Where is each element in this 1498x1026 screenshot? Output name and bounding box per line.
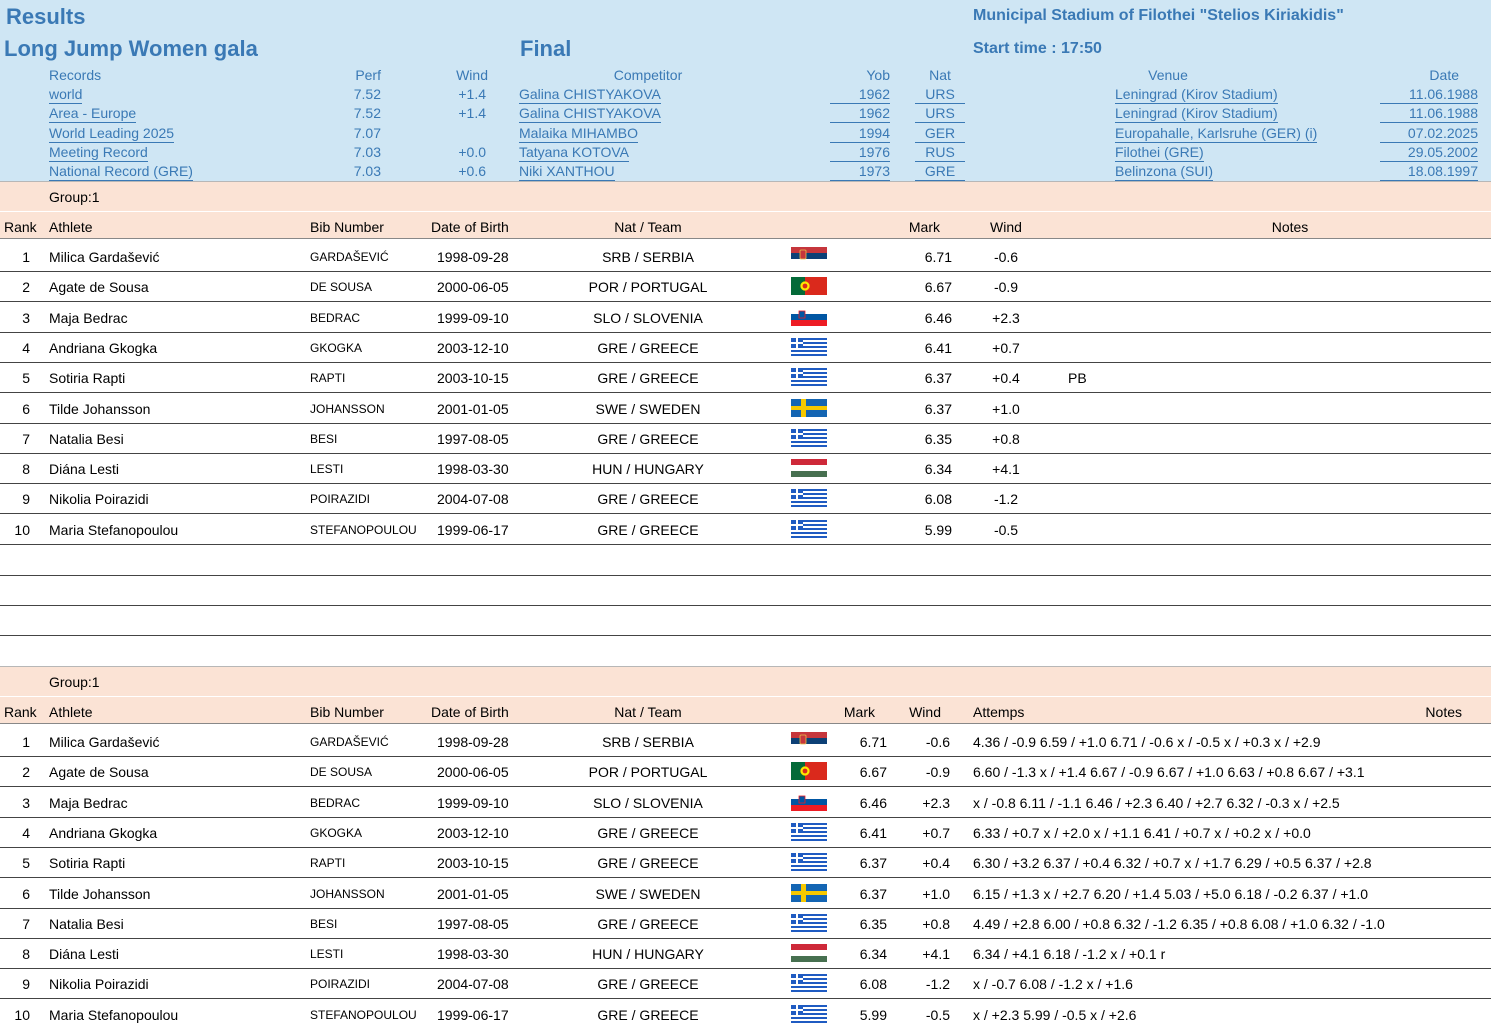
col-attempts: Attemps (973, 704, 1025, 720)
date-of-birth: 1997-08-05 (437, 430, 509, 447)
mark-cell: 6.41 (859, 824, 887, 841)
round-title: Final (520, 36, 572, 61)
flag-gre-icon (791, 914, 827, 932)
table-row (0, 484, 1491, 514)
mark-cell: 6.37 (924, 370, 952, 387)
flag-slo-icon (791, 793, 827, 811)
date-of-birth: 2000-06-05 (437, 764, 509, 781)
bib-number: LESTI (310, 947, 344, 962)
mark-cell: 6.71 (859, 734, 887, 750)
flag-srb-icon (791, 247, 827, 265)
records-col-wind: Wind (456, 67, 488, 83)
nat-team: HUN / HUNGARY (592, 461, 704, 478)
rank-cell: 8 (22, 946, 30, 963)
nat-team: SLO / SLOVENIA (593, 794, 703, 811)
bib-number: BEDRAC (310, 795, 361, 810)
records-header-row (0, 66, 1491, 85)
bib-number: GKOGKA (310, 825, 363, 840)
date-of-birth: 2004-07-08 (437, 491, 509, 508)
group-label: Group:1 (49, 189, 100, 205)
rank-cell: 2 (22, 279, 30, 296)
record-yob: 1962 (830, 85, 890, 104)
flag-slo-icon (791, 308, 827, 326)
record-label: Meeting Record (49, 143, 148, 160)
athlete-name[interactable]: Andriana Gkogka (49, 824, 158, 841)
nat-team: SRB / SERBIA (602, 249, 694, 265)
date-of-birth: 2003-12-10 (437, 339, 509, 356)
nat-team: GRE / GREECE (597, 915, 699, 932)
flag-hun-icon (791, 459, 827, 477)
athlete-name[interactable]: Agate de Sousa (49, 764, 149, 781)
nat-team: SRB / SERBIA (602, 734, 694, 750)
record-yob: 1962 (830, 104, 890, 123)
mark-cell: 6.67 (924, 279, 952, 296)
rank-cell: 6 (22, 400, 30, 417)
athlete-name[interactable]: Sotiria Rapti (49, 855, 126, 872)
bib-number: POIRAZIDI (310, 492, 371, 507)
record-row (0, 124, 1491, 143)
bib-number: RAPTI (310, 856, 346, 871)
table-row (0, 303, 1491, 333)
record-yob: 1976 (830, 143, 890, 162)
results-header (0, 0, 1491, 181)
wind-cell: +0.7 (922, 824, 950, 841)
wind-cell: -1.2 (925, 976, 950, 993)
attempts-cell: x / +2.3 5.99 / -0.5 x / +2.6 (973, 1006, 1137, 1023)
empty-row-divider (0, 605, 1491, 606)
record-wind: +0.0 (458, 143, 486, 160)
col-mark: Mark (843, 704, 875, 720)
col-dob: Date of Birth (431, 219, 509, 235)
attempts-cell: 6.30 / +3.2 6.37 / +0.4 6.32 / +0.7 x / +1.7 6.29 / +0.5 6.37 / +2.8 (973, 855, 1372, 872)
nat-team: POR / PORTUGAL (588, 279, 708, 296)
athlete-name[interactable]: Milica Gardašević (49, 249, 160, 265)
nat-team: GRE / GREECE (597, 824, 699, 841)
col-rank: Rank (4, 219, 37, 235)
flag-hun-icon (791, 944, 827, 962)
bib-number: LESTI (310, 462, 344, 477)
flag-gre-icon (791, 823, 827, 841)
attempts-cell: 4.49 / +2.8 6.00 / +0.8 6.32 / -1.2 6.35 / +0.8 6.08 / +1.0 6.32 / -1.0 (973, 915, 1385, 932)
rank-cell: 1 (22, 734, 30, 750)
wind-cell: -0.9 (925, 764, 950, 781)
attempts-cell: 6.15 / +1.3 x / +2.7 6.20 / +1.4 5.03 / +5.0 6.18 / -0.2 6.37 / +1.0 (973, 885, 1369, 902)
mark-cell: 6.46 (924, 309, 952, 326)
athlete-name[interactable]: Natalia Besi (49, 430, 124, 447)
record-label: National Record (GRE) (49, 163, 193, 180)
wind-cell: +1.0 (922, 885, 950, 902)
bib-number: GARDAŠEVIĆ (310, 250, 389, 264)
record-row (0, 143, 1491, 162)
flag-gre-icon (791, 429, 827, 447)
date-of-birth: 2003-10-15 (437, 370, 509, 387)
record-date: 07.02.2025 (1380, 124, 1478, 143)
record-row (0, 104, 1491, 123)
date-of-birth: 2000-06-05 (437, 279, 509, 296)
record-competitor: Tatyana KOTOVA (519, 143, 629, 160)
nat-team: GRE / GREECE (597, 491, 699, 508)
records-col-label: Records (49, 67, 102, 83)
rank-cell: 4 (22, 339, 30, 356)
rank-cell: 10 (14, 521, 30, 538)
nat-team: GRE / GREECE (597, 339, 699, 356)
date-of-birth: 1998-09-28 (437, 734, 509, 750)
table-row (0, 363, 1491, 393)
attempts-cell: 6.33 / +0.7 x / +2.0 x / +1.1 6.41 / +0.7 x / +0.2 x / +0.0 (973, 824, 1311, 841)
record-date: 18.08.1997 (1380, 162, 1478, 181)
records-col-venue: Venue (1148, 67, 1188, 83)
results-title: Results (6, 4, 86, 29)
record-perf: 7.07 (353, 124, 381, 141)
empty-row-divider (0, 575, 1491, 576)
record-date: 11.06.1988 (1380, 85, 1478, 104)
record-label: World Leading 2025 (49, 124, 175, 141)
nat-team: SWE / SWEDEN (595, 400, 701, 417)
mark-cell: 6.35 (924, 430, 952, 447)
nat-team: GRE / GREECE (597, 370, 699, 387)
date-of-birth: 1999-06-17 (437, 1006, 509, 1023)
athlete-name[interactable]: Diána Lesti (49, 946, 120, 963)
wind-cell: +1.0 (992, 400, 1020, 417)
rank-cell: 5 (22, 855, 30, 872)
record-venue: Filothei (GRE) (1115, 143, 1204, 160)
mark-cell: 6.37 (859, 855, 887, 872)
nat-team: GRE / GREECE (597, 430, 699, 447)
record-wind: +1.4 (458, 86, 486, 102)
col-notes: Notes (1271, 219, 1309, 235)
athlete-name[interactable]: Sotiria Rapti (49, 370, 126, 387)
rank-cell: 7 (22, 915, 30, 932)
wind-cell: -0.9 (993, 279, 1019, 296)
records-col-competitor: Competitor (613, 67, 683, 83)
table-row (0, 454, 1491, 484)
record-perf: 7.03 (353, 143, 381, 160)
col-athlete: Athlete (49, 219, 93, 235)
record-label: Area - Europe (49, 105, 137, 122)
flag-gre-icon (791, 974, 827, 992)
wind-cell: +0.8 (922, 915, 950, 932)
athlete-name[interactable]: Maja Bedrac (49, 794, 128, 811)
flag-swe-icon (791, 399, 827, 417)
wind-cell: +4.1 (992, 461, 1020, 478)
date-of-birth: 1998-03-30 (437, 461, 509, 478)
col-rank: Rank (4, 704, 37, 720)
col-notes: Notes (1425, 704, 1462, 720)
record-perf: 7.03 (353, 163, 381, 180)
nat-team: GRE / GREECE (597, 855, 699, 872)
table-row (0, 757, 1491, 787)
empty-row-divider (0, 635, 1491, 636)
wind-cell: +0.7 (992, 339, 1020, 356)
date-of-birth: 1999-09-10 (437, 309, 509, 326)
record-competitor: Galina CHISTYAKOVA (519, 86, 661, 102)
attempts-cell: x / -0.7 6.08 / -1.2 x / +1.6 (973, 976, 1133, 993)
start-time: Start time : 17:50 (973, 40, 1102, 57)
record-competitor: Niki XANTHOU (519, 163, 615, 180)
col-mark: Mark (908, 219, 940, 235)
mark-cell: 5.99 (859, 1006, 887, 1023)
flag-gre-icon (791, 338, 827, 356)
mark-cell: 6.35 (859, 915, 887, 932)
record-venue: Belinzona (SUI) (1115, 163, 1214, 180)
table-row (0, 939, 1491, 969)
wind-cell: -0.6 (993, 249, 1019, 265)
mark-cell: 6.71 (924, 249, 952, 265)
record-row (0, 162, 1491, 181)
flag-gre-icon (791, 1005, 827, 1023)
flag-gre-icon (791, 853, 827, 871)
bib-number: BESI (310, 431, 338, 446)
athlete-name[interactable]: Milica Gardašević (49, 734, 160, 750)
date-of-birth: 1997-08-05 (437, 915, 509, 932)
record-nat: GRE (915, 162, 965, 181)
athlete-name[interactable]: Maria Stefanopoulou (49, 1006, 179, 1023)
flag-gre-icon (791, 489, 827, 507)
rank-cell: 4 (22, 824, 30, 841)
attempts-cell: 6.60 / -1.3 x / +1.4 6.67 / -0.9 6.67 / +1.0 6.63 / +0.8 6.67 / +3.1 (973, 764, 1365, 781)
record-date: 29.05.2002 (1380, 143, 1478, 162)
col-nat: Nat / Team (614, 219, 682, 235)
wind-cell: +0.4 (992, 370, 1020, 387)
nat-team: HUN / HUNGARY (592, 946, 704, 963)
date-of-birth: 1998-03-30 (437, 946, 509, 963)
record-nat: RUS (915, 143, 965, 162)
athlete-name[interactable]: Andriana Gkogka (49, 339, 158, 356)
table1-header-row (0, 212, 1491, 239)
athlete-name[interactable]: Tilde Johansson (49, 885, 151, 902)
nat-team: SLO / SLOVENIA (593, 309, 703, 326)
records-col-nat: Nat (929, 67, 951, 83)
rank-cell: 5 (22, 370, 30, 387)
bib-number: POIRAZIDI (310, 977, 371, 992)
table-row (0, 788, 1491, 818)
bib-number: BESI (310, 916, 338, 931)
rank-cell: 6 (22, 885, 30, 902)
records-col-date: Date (1429, 67, 1459, 83)
date-of-birth: 2001-01-05 (437, 885, 509, 902)
mark-cell: 6.46 (859, 794, 887, 811)
date-of-birth: 1999-06-17 (437, 521, 509, 538)
rank-cell: 9 (22, 491, 30, 508)
col-wind: Wind (990, 219, 1022, 235)
mark-cell: 6.67 (859, 764, 887, 781)
record-venue: Leningrad (Kirov Stadium) (1115, 86, 1278, 102)
date-of-birth: 2004-07-08 (437, 976, 509, 993)
bib-number: DE SOUSA (310, 280, 373, 295)
rank-cell: 3 (22, 309, 30, 326)
group-label: Group:1 (49, 674, 100, 690)
nat-team: POR / PORTUGAL (588, 764, 708, 781)
table-row (0, 272, 1491, 302)
record-wind: +1.4 (458, 105, 486, 122)
bib-number: GARDAŠEVIĆ (310, 735, 389, 749)
athlete-name[interactable]: Tilde Johansson (49, 400, 151, 417)
venue-title: Municipal Stadium of Filothei "Stelios Kiriakidis" (973, 7, 1344, 24)
record-competitor: Malaika MIHAMBO (519, 124, 639, 141)
bib-number: BEDRAC (310, 310, 361, 325)
table-row (0, 818, 1491, 848)
wind-cell: +4.1 (922, 946, 950, 963)
rank-cell: 3 (22, 794, 30, 811)
records-col-perf: Perf (355, 67, 381, 83)
bib-number: DE SOUSA (310, 765, 373, 780)
record-yob: 1973 (830, 162, 890, 181)
nat-team: SWE / SWEDEN (595, 885, 701, 902)
rank-cell: 1 (22, 249, 30, 265)
table-row (0, 394, 1491, 424)
nat-team: GRE / GREECE (597, 976, 699, 993)
rank-cell: 2 (22, 764, 30, 781)
bib-number: STEFANOPOULOU (310, 522, 417, 537)
record-nat: GER (915, 124, 965, 143)
wind-cell: +0.4 (922, 855, 950, 872)
record-venue: Leningrad (Kirov Stadium) (1115, 105, 1278, 122)
col-wind: Wind (909, 704, 941, 720)
notes-cell: PB (1068, 370, 1087, 387)
table-row (0, 909, 1491, 939)
athlete-name[interactable]: Maja Bedrac (49, 309, 128, 326)
table-row (0, 879, 1491, 909)
athlete-name[interactable]: Nikolia Poirazidi (49, 976, 149, 993)
mark-cell: 6.34 (924, 461, 952, 478)
date-of-birth: 2001-01-05 (437, 400, 509, 417)
nat-team: GRE / GREECE (597, 1006, 699, 1023)
bib-number: RAPTI (310, 371, 346, 386)
table-row (0, 424, 1491, 454)
col-bib: Bib Number (310, 704, 384, 720)
table-row (0, 515, 1491, 545)
rank-cell: 9 (22, 976, 30, 993)
wind-cell: -1.2 (993, 491, 1019, 508)
flag-gre-icon (791, 520, 827, 538)
flag-por-icon (791, 277, 827, 295)
date-of-birth: 1998-09-28 (437, 249, 509, 265)
record-wind: +0.6 (458, 163, 486, 180)
athlete-name[interactable]: Maria Stefanopoulou (49, 521, 179, 538)
bib-number: GKOGKA (310, 340, 363, 355)
wind-cell: -0.6 (925, 734, 950, 750)
attempts-cell: 6.34 / +4.1 6.18 / -1.2 x / +0.1 r (973, 946, 1166, 963)
table-row (0, 969, 1491, 999)
rank-cell: 7 (22, 430, 30, 447)
date-of-birth: 2003-12-10 (437, 824, 509, 841)
wind-cell: +2.3 (992, 309, 1020, 326)
flag-srb-icon (791, 732, 827, 750)
mark-cell: 6.08 (924, 491, 952, 508)
record-perf: 7.52 (353, 86, 381, 102)
bib-number: JOHANSSON (310, 886, 385, 901)
group-bar-1 (0, 181, 1491, 211)
record-nat: URS (915, 104, 965, 123)
athlete-name[interactable]: Nikolia Poirazidi (49, 491, 149, 508)
flag-gre-icon (791, 368, 827, 386)
wind-cell: +2.3 (922, 794, 950, 811)
bib-number: STEFANOPOULOU (310, 1007, 417, 1022)
record-yob: 1994 (830, 124, 890, 143)
athlete-name[interactable]: Natalia Besi (49, 915, 124, 932)
rank-cell: 10 (14, 1006, 30, 1023)
record-row (0, 85, 1491, 104)
group-bar-2 (0, 666, 1491, 696)
mark-cell: 5.99 (924, 521, 952, 538)
col-nat: Nat / Team (614, 704, 682, 720)
date-of-birth: 2003-10-15 (437, 855, 509, 872)
flag-swe-icon (791, 884, 827, 902)
col-dob: Date of Birth (431, 704, 509, 720)
table2-header-row (0, 697, 1491, 724)
date-of-birth: 1999-09-10 (437, 794, 509, 811)
table-row (0, 727, 1491, 757)
table-row (0, 333, 1491, 363)
record-date: 11.06.1988 (1380, 104, 1478, 123)
flag-por-icon (791, 762, 827, 780)
table-row (0, 848, 1491, 878)
mark-cell: 6.34 (859, 946, 887, 963)
rank-cell: 8 (22, 461, 30, 478)
wind-cell: -0.5 (925, 1006, 950, 1023)
wind-cell: +0.8 (992, 430, 1020, 447)
mark-cell: 6.37 (859, 885, 887, 902)
athlete-name[interactable]: Agate de Sousa (49, 279, 149, 296)
athlete-name[interactable]: Diána Lesti (49, 461, 120, 478)
attempts-cell: 4.36 / -0.9 6.59 / +1.0 6.71 / -0.6 x / -0.5 x / +0.3 x / +2.9 (973, 734, 1321, 750)
nat-team: GRE / GREECE (597, 521, 699, 538)
record-venue: Europahalle, Karlsruhe (GER) (i) (1115, 124, 1318, 141)
record-label: world (49, 86, 83, 102)
col-athlete: Athlete (49, 704, 93, 720)
attempts-cell: x / -0.8 6.11 / -1.1 6.46 / +2.3 6.40 / +2.7 6.32 / -0.3 x / +2.5 (973, 794, 1340, 811)
record-perf: 7.52 (353, 105, 381, 122)
mark-cell: 6.41 (924, 339, 952, 356)
bib-number: JOHANSSON (310, 401, 385, 416)
record-competitor: Galina CHISTYAKOVA (519, 105, 661, 122)
record-nat: URS (915, 85, 965, 104)
wind-cell: -0.5 (993, 521, 1019, 538)
table-row (0, 1000, 1491, 1026)
records-col-yob: Yob (866, 67, 890, 83)
mark-cell: 6.37 (924, 400, 952, 417)
mark-cell: 6.08 (859, 976, 887, 993)
event-title: Long Jump Women gala (4, 36, 258, 61)
col-bib: Bib Number (310, 219, 384, 235)
table-row (0, 242, 1491, 272)
